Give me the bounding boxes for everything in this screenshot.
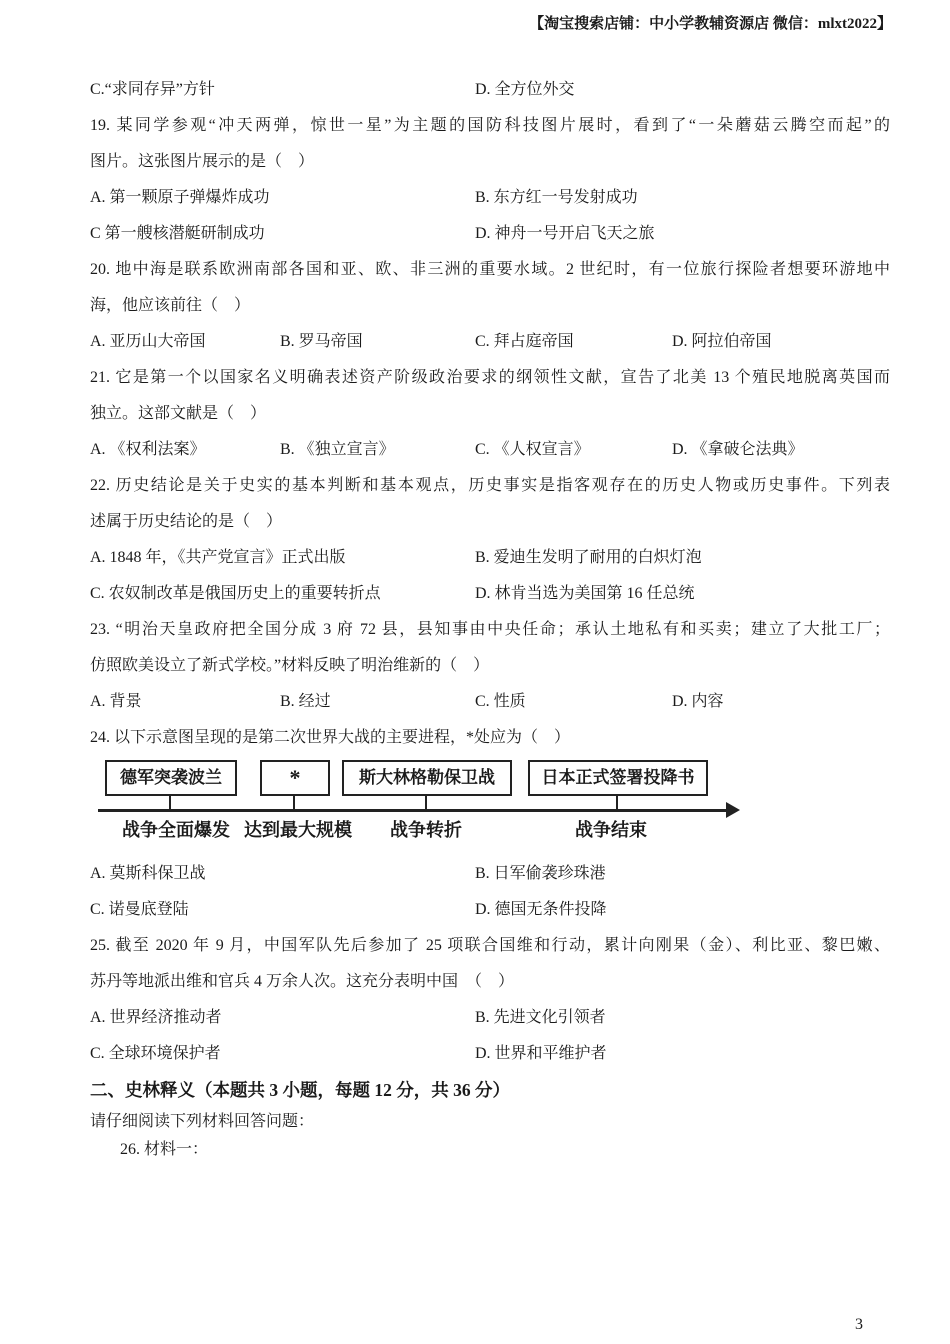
question-20-stem-line1: 20. 地中海是联系欧洲南部各国和亚、欧、非三洲的重要水域。2 世纪时，有一位旅行探险者想要环游地中 [90,261,890,278]
timeline-connector [293,796,295,810]
question-22-option-d: D. 林肯当选为美国第 16 任总统 [475,585,695,602]
question-23-options [90,684,890,720]
question-22-stem-line2: 述属于历史结论的是（ ） [90,513,283,530]
page-number: 3 [855,1316,863,1333]
question-18-option-d: D. 全方位外交 [475,81,575,98]
question-21-option-a: A. 《权利法案》 [90,441,206,458]
question-22-options-ab [90,540,890,576]
question-25-stem-line1: 25. 截至 2020 年 9 月，中国军队先后参加了 25 项联合国维和行动，累计向刚果（金）、利比亚、黎巴嫩、 [90,937,890,954]
question-25-option-c: C. 全球环境保护者 [90,1045,221,1062]
question-22-options-cd [90,576,890,612]
question-23-option-c: C. 性质 [475,693,526,710]
question-23-option-d: D. 内容 [672,693,724,710]
question-25-stem-line2: 苏丹等地派出维和官兵 4 万余人次。这充分表明中国 （ ） [90,973,515,990]
question-24-stem: 24. 以下示意图呈现的是第二次世界大战的主要进程，*处应为（ ） [90,729,571,746]
question-23-stem-line2: 仿照欧美设立了新式学校。”材料反映了明治维新的（ ） [90,657,490,674]
question-24-option-c: C. 诺曼底登陆 [90,901,189,918]
question-23-option-a: A. 背景 [90,693,142,710]
timeline-label-war-outbreak: 战争全面爆发 [122,820,230,840]
question-24-options-cd [90,892,890,928]
question-20-option-a: A. 亚历山大帝国 [90,333,206,350]
question-19-option-d: D. 神舟一号开启飞天之旅 [475,225,655,242]
question-25-option-a: A. 世界经济推动者 [90,1009,222,1026]
section-2-instruction: 请仔细阅读下列材料回答问题： [90,1113,315,1130]
question-20-option-b: B. 罗马帝国 [280,333,363,350]
question-19-stem-line2: 图片。这张图片展示的是（ ） [90,153,315,170]
question-19-options-cd [90,216,890,252]
question-24-option-a: A. 莫斯科保卫战 [90,865,206,882]
timeline-box-asterisk: * [260,760,330,796]
question-20-option-c: C. 拜占庭帝国 [475,333,574,350]
timeline-label-turning-point: 战争转折 [390,820,462,840]
timeline-box-stalingrad: 斯大林格勒保卫战 [342,760,512,796]
question-22-option-b: B. 爱迪生发明了耐用的白炽灯泡 [475,549,702,566]
question-21-stem-line1: 21. 它是第一个以国家名义明确表述资产阶级政治要求的纲领性文献，宣告了北美 13 个殖民地脱离英国而 [90,369,890,386]
timeline-connector [616,796,618,810]
question-23-option-b: B. 经过 [280,693,331,710]
question-21-options [90,432,890,468]
timeline-connector [169,796,171,810]
question-21-option-d: D. 《拿破仑法典》 [672,441,804,458]
question-18-option-c: C.“求同存异”方针 [90,81,215,98]
question-24-options-ab [90,856,890,892]
timeline-label-max-scale: 达到最大规模 [244,820,352,840]
question-24-option-d: D. 德国无条件投降 [475,901,607,918]
question-20-options [90,324,890,360]
timeline-arrow-icon [726,802,740,818]
timeline-box-japan-surrender: 日本正式签署投降书 [528,760,708,796]
timeline-axis [98,809,728,812]
question-19-option-a: A. 第一颗原子弹爆炸成功 [90,189,270,206]
question-19-stem-line1: 19. 某同学参观“冲天两弹，惊世一星”为主题的国防科技图片展时，看到了“一朵蘑菇云腾空而起”的 [90,117,890,134]
timeline-label-war-end: 战争结束 [575,820,647,840]
question-20-option-d: D. 阿拉伯帝国 [672,333,772,350]
question-25-options-cd [90,1036,890,1072]
question-19-option-c: C 第一艘核潜艇研制成功 [90,225,265,242]
question-22-option-c: C. 农奴制改革是俄国历史上的重要转折点 [90,585,381,602]
question-20-stem-line2: 海，他应该前往（ ） [90,297,251,314]
ww2-timeline-diagram [90,756,770,856]
question-25-options-ab [90,1000,890,1036]
section-2-title: 二、史林释义（本题共 3 小题，每题 12 分，共 36 分） [90,1080,510,1100]
question-24-option-b: B. 日军偷袭珍珠港 [475,865,606,882]
timeline-box-german-invasion-poland: 德军突袭波兰 [105,760,237,796]
question-21-stem-line2: 独立。这部文献是（ ） [90,405,267,422]
shop-banner: 【淘宝搜索店铺：中小学教辅资源店 微信：mlxt2022】 [529,16,892,32]
question-18-options-cd [90,72,890,108]
question-25-option-b: B. 先进文化引领者 [475,1009,606,1026]
question-21-option-b: B. 《独立宣言》 [280,441,395,458]
question-19-options-ab [90,180,890,216]
question-19-option-b: B. 东方红一号发射成功 [475,189,638,206]
question-26-material-label: 26. 材料一： [120,1141,209,1158]
question-25-option-d: D. 世界和平维护者 [475,1045,607,1062]
question-21-option-c: C. 《人权宣言》 [475,441,590,458]
question-22-option-a: A. 1848 年，《共产党宣言》正式出版 [90,549,346,566]
exam-page-content [90,72,890,1164]
question-22-stem-line1: 22. 历史结论是关于史实的基本判断和基本观点，历史事实是指客观存在的历史人物或历史事件。下列表 [90,477,890,494]
timeline-connector [425,796,427,810]
question-23-stem-line1: 23. “明治天皇政府把全国分成 3 府 72 县，县知事由中央任命；承认土地私有和买卖；建立了大批工厂； [90,621,890,638]
